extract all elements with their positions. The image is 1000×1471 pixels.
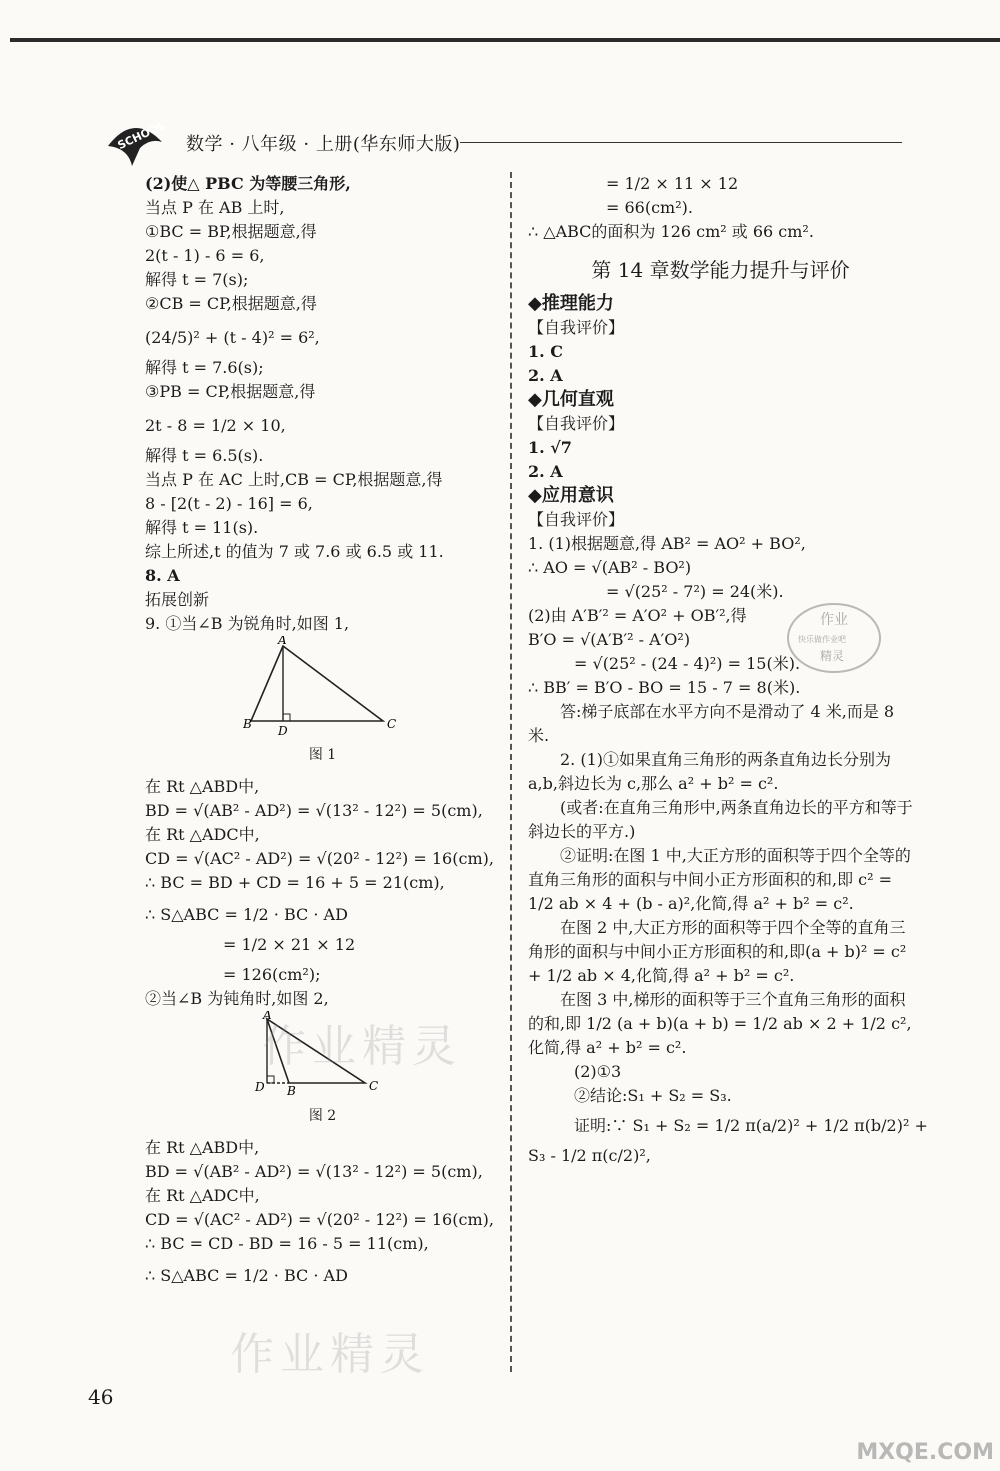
stamp-text: 作业 <box>820 612 848 628</box>
answer-paragraph: 在图 3 中,梯形的面积等于三个直角三角形的面积的和,即 1/2 (a + b)(a + b) = 1/2 ab × 2 + 1/2 c²,化简,得 a² + b² = c². <box>528 990 912 1057</box>
answer-line: 解得 t = 11(s). <box>145 518 259 537</box>
answer-line: ②结论:S₁ + S₂ = S₃. <box>574 1086 732 1105</box>
answer-paragraph: (或者:在直角三角形中,两条直角边长的平方和等于斜边长的平方.) <box>528 798 913 841</box>
vertex-label: D <box>277 724 288 736</box>
answer-line: = 66(cm²). <box>606 198 693 217</box>
vertex-label: B <box>242 717 252 731</box>
answer-line: ∴ BC = BD + CD = 16 + 5 = 21(cm), <box>145 873 445 892</box>
vertex-label: C <box>368 1079 378 1093</box>
watermark: 作业精灵 <box>262 1021 462 1072</box>
answer-line: BD = √(AB² - AD²) = √(13² - 12²) = 5(cm), <box>145 1162 483 1181</box>
answer-line: 证明:∵ S₁ + S₂ = 1/2 π(a/2)² + 1/2 π(b/2)² + <box>574 1116 928 1135</box>
figure-caption: 图 1 <box>308 747 337 763</box>
header-rule <box>460 142 902 143</box>
vertex-label: D <box>254 1080 265 1094</box>
answer-line: (2)由 A′B′² = A′O² + OB′²,得 <box>528 606 747 625</box>
answer-paragraph: ②证明:在图 1 中,大正方形的面积等于四个全等的直角三角形的面积与中间小正方形面积的和,即 c² = 1/2 ab × 4 + (b - a)²,化简,得 a² + b² = c². <box>528 846 911 913</box>
section-label: 拓展创新 <box>145 590 210 609</box>
answer-line: 在 Rt △ADC中, <box>145 825 260 844</box>
answer-line: CD = √(AC² - AD²) = √(20² - 12²) = 16(cm), <box>145 849 494 868</box>
vertex-label: A <box>277 636 287 647</box>
answer-line: ③PB = CP,根据题意,得 <box>145 382 316 401</box>
answer-line: 综上所述,t 的值为 7 或 7.6 或 6.5 或 11. <box>145 542 444 561</box>
stamp-text: 精灵 <box>820 649 845 663</box>
answer-line: 解得 t = 7.6(s); <box>145 358 264 377</box>
answer-line: = √(25² - 7²) = 24(米). <box>606 582 784 601</box>
answer-line: 2. A <box>528 462 563 481</box>
answer-line: 8. A <box>145 566 180 585</box>
figure-1 <box>145 636 500 767</box>
answer-line: ∴ AO = √(AB² - BO²) <box>528 558 692 577</box>
vertex-label: B <box>286 1084 296 1097</box>
answer-line: CD = √(AC² - AD²) = √(20² - 12²) = 16(cm), <box>145 1210 494 1229</box>
answer-line: 当点 P 在 AB 上时, <box>145 198 285 217</box>
section-heading: ◆应用意识 <box>528 485 614 506</box>
answer-line: (2)使△ PBC 为等腰三角形, <box>145 174 351 193</box>
left-column <box>145 172 500 1288</box>
answer-line: BD = √(AB² - AD²) = √(13² - 12²) = 5(cm), <box>145 801 483 820</box>
site-watermark: MXQE.COM <box>856 1440 994 1465</box>
vertex-label: C <box>386 717 396 731</box>
answer-line: 解得 t = 6.5(s). <box>145 446 264 465</box>
header-title: 数学 · 八年级 · 上册(华东师大版) <box>186 134 461 155</box>
answer-line: ∴ BC = CD - BD = 16 - 5 = 11(cm), <box>145 1234 429 1253</box>
school-logo <box>100 118 168 168</box>
answer-line: ②CB = CP,根据题意,得 <box>145 294 317 313</box>
answer-line: = 1/2 × 11 × 12 <box>606 174 739 193</box>
answer-line: ∴ S△ABC = 1/2 · BC · AD <box>145 905 348 924</box>
answer-line: ∴ BB′ = B′O - BO = 15 - 7 = 8(米). <box>528 678 801 697</box>
self-eval-label: 【自我评价】 <box>528 414 625 433</box>
watermark: 作业精灵 <box>230 1329 430 1380</box>
answer-line: 2t - 8 = 1/2 × 10, <box>145 416 286 435</box>
answer-paragraph: 2. (1)①如果直角三角形的两条直角边长分别为 a,b,斜边长为 c,那么 a² + b² = c². <box>528 750 892 793</box>
page-number: 46 <box>88 1385 114 1409</box>
answer-line: 1. √7 <box>528 438 572 457</box>
homework-stamp <box>784 598 884 678</box>
answer-line: 2(t - 1) - 6 = 6, <box>145 246 265 265</box>
answer-line: B′O = √(A′B′² - A′O²) <box>528 630 691 649</box>
answer-line: ∴ S△ABC = 1/2 · BC · AD <box>145 1266 348 1285</box>
answer-paragraph: 在图 2 中,大正方形的面积等于四个全等的直角三角形的面积与中间小正方形面积的和,即(a + b)² = c² + 1/2 ab × 4,化简,得 a² + b² = c². <box>528 918 907 985</box>
answer-line: 8 - [2(t - 2) - 16] = 6, <box>145 494 313 513</box>
answer-line: (2)①3 <box>574 1062 622 1081</box>
answer-line: S₃ - 1/2 π(c/2)², <box>528 1146 651 1165</box>
answer-line: 在 Rt △ABD中, <box>145 1138 260 1157</box>
stamp-text: 快乐做作业吧 <box>798 635 846 644</box>
self-eval-label: 【自我评价】 <box>528 510 625 529</box>
column-divider <box>510 172 512 1372</box>
answer-line: 在 Rt △ABD中, <box>145 777 260 796</box>
answer-line: = 1/2 × 21 × 12 <box>223 935 356 954</box>
answer-line: 在 Rt △ADC中, <box>145 1186 260 1205</box>
self-eval-label: 【自我评价】 <box>528 318 625 337</box>
answer-line: 2. A <box>528 366 563 385</box>
section-heading: ◆推理能力 <box>528 293 614 314</box>
triangle-figure-1 <box>243 636 403 736</box>
chapter-title: 第 14 章数学能力提升与评价 <box>591 258 850 282</box>
answer-line: = √(25² - (24 - 4)²) = 15(米). <box>574 654 801 673</box>
section-heading: ◆几何直观 <box>528 389 614 410</box>
answer-line: 解得 t = 7(s); <box>145 270 249 289</box>
answer-paragraph: 答:梯子底部在水平方向不是滑动了 4 米,而是 8 米. <box>528 702 895 745</box>
answer-line: 1. (1)根据题意,得 AB² = AO² + BO², <box>528 534 806 553</box>
answer-line: ②当∠B 为钝角时,如图 2, <box>145 989 329 1008</box>
answer-line: (24/5)² + (t - 4)² = 6², <box>145 328 320 347</box>
answer-line: 1. C <box>528 342 564 361</box>
answer-line: = 126(cm²); <box>223 965 321 984</box>
top-rule <box>10 38 1000 42</box>
figure-caption: 图 2 <box>308 1108 337 1124</box>
answer-line: ①BC = BP,根据题意,得 <box>145 222 317 241</box>
logo-text: SCHOOL <box>115 118 168 153</box>
vertex-label: A <box>262 1011 272 1022</box>
answer-line: ∴ △ABC的面积为 126 cm² 或 66 cm². <box>528 222 814 241</box>
answer-line: 当点 P 在 AC 上时,CB = CP,根据题意,得 <box>145 470 443 489</box>
answer-line: 9. ①当∠B 为锐角时,如图 1, <box>145 614 350 633</box>
